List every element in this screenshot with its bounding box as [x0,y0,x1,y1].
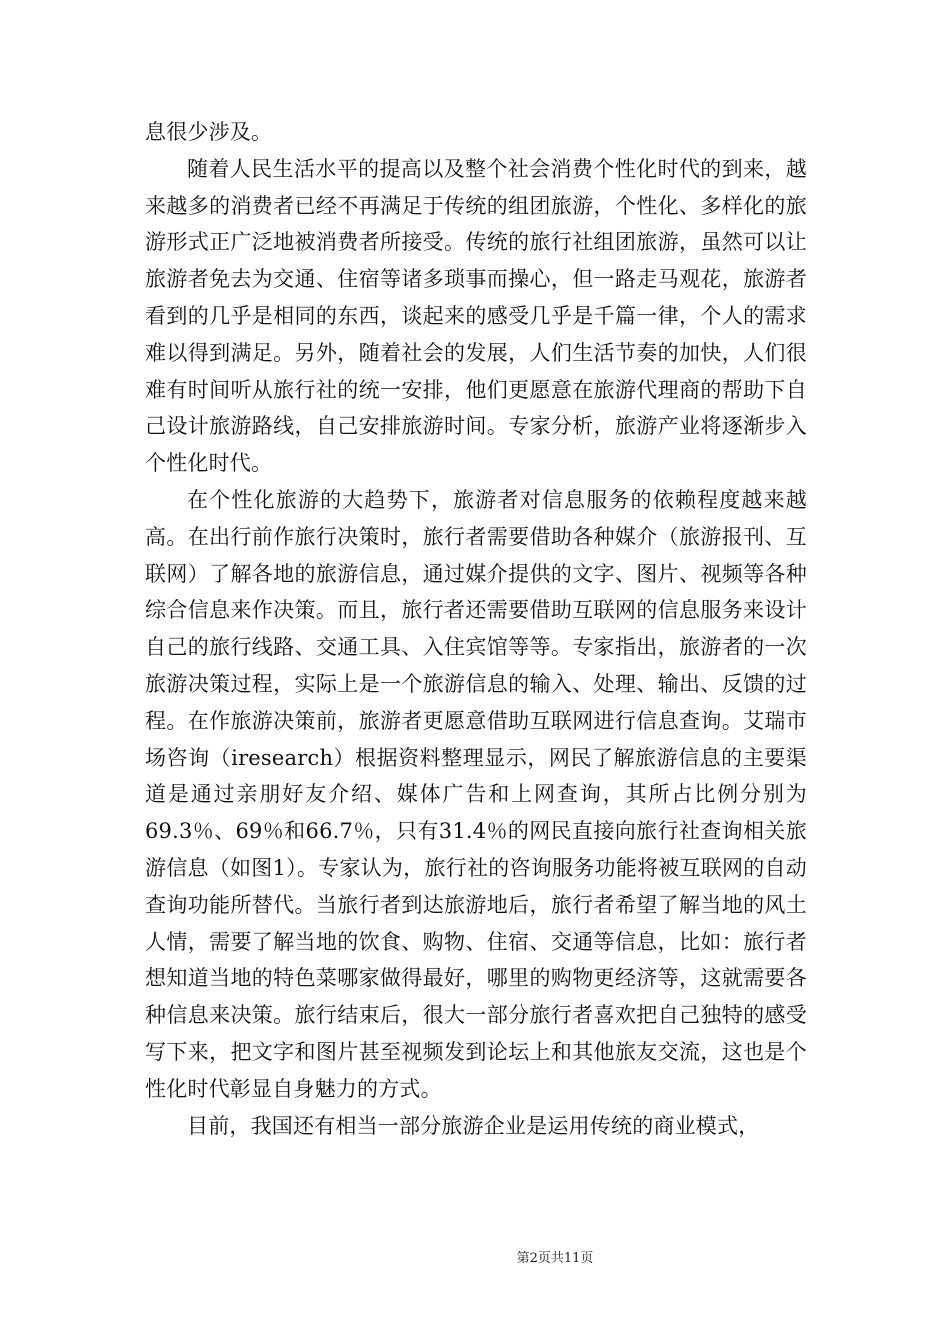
paragraph-1: 息很少涉及。 [145,120,273,144]
paragraph-3: 在个性化旅游的大趋势下，旅游者对信息服务的依赖程度越来越高。在出行前作旅行决策时，旅行者需要借助各种媒介（旅游报刊、互联网）了解各地的旅游信息，通过媒介提供的文字、图片、视频等各种综合信息来作决策。而且，旅行者还需要借助互联网的信息服务来设计自己的旅行线路、交通工具、入住宾馆等等。专家指出，旅游者的一次旅游决策过程，实际上是一个旅游信息的输入、处理、输出、反馈的过程。在作旅游决策前，旅游者更愿意借助互联网进行信息查询。艾瑞市场咨询（iresearch）根据资料整理显示，网民了解旅游信息的主要渠道是通过亲朋好友介绍、媒体广告和上网查询，其所占比例分别为69.3％、69％和66.7％，只有31.4％的网民直接向旅行社查询相关旅游信息（如图1）。专家认为，旅行社的咨询服务功能将被互联网的自动查询功能所替代。当旅行者到达旅游地后，旅行者希望了解当地的风土人情，需要了解当地的饮食、购物、住宿、交通等信息，比如：旅行者想知道当地的特色菜哪家做得最好，哪里的购物更经济等，这就需要各种信息来决策。旅行结束后，很大一部分旅行者喜欢把自己独特的感受写下来，把文字和图片甚至视频发到论坛上和其他旅友交流，这也是个性化时代彰显自身魅力的方式。 [145,487,807,1101]
footer-total-pages: 11 [563,1251,581,1266]
footer-middle: 页共 [537,1251,564,1266]
paragraph-2: 随着人民生活水平的提高以及整个社会消费个性化时代的到来，越来越多的消费者已经不再满足于传统的组团旅游，个性化、多样化的旅游形式正广泛地被消费者所接受。传统的旅行社组团旅游，虽然可以让旅游者免去为交通、住宿等诸多琐事而操心，但一路走马观花，旅游者看到的几乎是相同的东西，谈起来的感受几乎是千篇一律，个人的需求难以得到满足。另外，随着社会的发展，人们生活节奏的加快，人们很难有时间听从旅行社的统一安排，他们更愿意在旅游代理商的帮助下自己设计旅游路线，自己安排旅游时间。专家分析，旅游产业将逐渐步入个性化时代。 [145,156,807,476]
footer-prefix: 第 [516,1251,530,1266]
body-text [145,114,807,1144]
paragraph-4: 目前，我国还有相当一部分旅游企业是运用传统的商业模式， [187,1113,760,1138]
footer-suffix: 页 [580,1251,594,1266]
footer-current-page: 2 [529,1251,538,1266]
page-footer [0,1247,950,1266]
